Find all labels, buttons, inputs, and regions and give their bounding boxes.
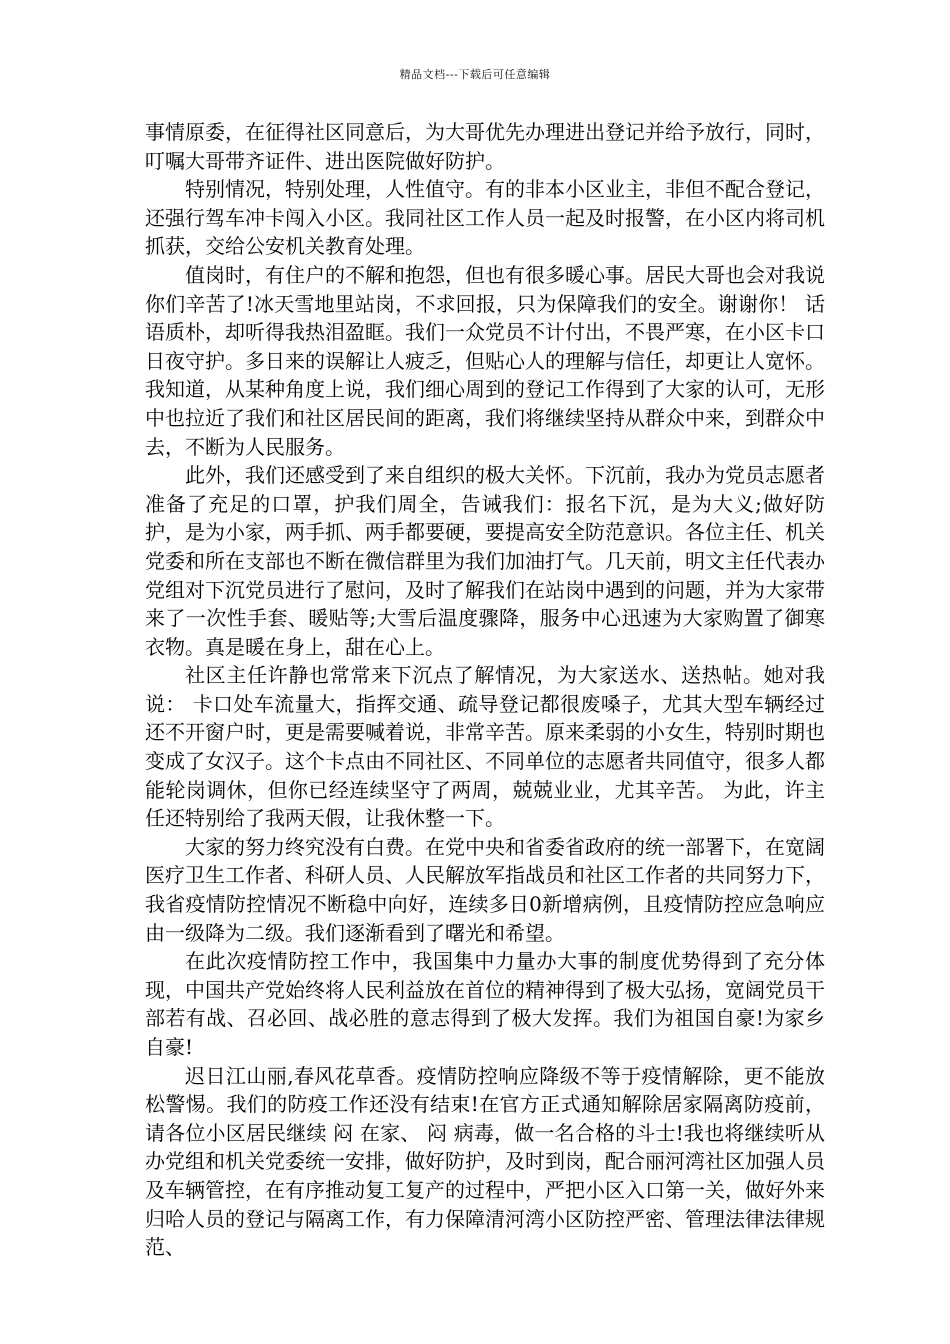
paragraph-continued: 事情原委，在征得社区同意后，为大哥优先办理进出登记并给予放行，同时，叮嘱大哥带齐证件、进出医院做好防护。 xyxy=(145,120,825,173)
page-header: 精品文档---下载后可任意编辑 xyxy=(399,68,551,81)
paragraph: 此外，我们还感受到了来自组织的极大关怀。下沉前，我办为党员志愿者准备了充足的口罩，护我们周全，告诫我们：报名下沉，是为大义;做好防护，是为小家，两手抓、两手都要硬，要提高安全防范意识。各位主任、机关党委和所在支部也不断在微信群里为我们加油打气。几天前，明文主任代表办党组对下沉党员进行了慰问，及时了解我们在站岗中遇到的问题，并为大家带来了一次性手套、暖贴等;大雪后温度骤降，服务中心迅速为大家购置了御寒衣物。真是暖在身上，甜在心上。 xyxy=(145,463,825,659)
paragraph: 大家的努力终究没有白费。在党中央和省委省政府的统一部署下，在宽阔医疗卫生工作者、科研人员、人民解放军指战员和社区工作者的共同努力下，我省疫情防控情况不断稳中向好，连续多日0新增病例，且疫情防控应急响应由一级降为二级。我们逐渐看到了曙光和希望。 xyxy=(145,834,825,945)
paragraph: 在此次疫情防控工作中，我国集中力量办大事的制度优势得到了充分体现，中国共产党始终将人民利益放在首位的精神得到了极大弘扬，宽阔党员干部若有战、召必回、战必胜的意志得到了极大发挥。我们为祖国自豪!为家乡自豪! xyxy=(145,949,825,1059)
paragraph: 特别情况，特别处理，人性值守。有的非本小区业主，非但不配合登记，还强行驾车冲卡闯入小区。我同社区工作人员一起及时报警，在小区内将司机抓获，交给公安机关教育处理。 xyxy=(145,177,825,259)
document-body xyxy=(145,118,825,1262)
paragraph: 迟日江山丽,春风花草香。疫情防控响应降级不等于疫情解除，更不能放松警惕。我们的防疫工作还没有结束!在官方正式通知解除居家隔离防疫前，请各位小区居民继续 闷 在家、 闷 病毒，做一名合格的斗士!我也将继续听从办党组和机关党委统一安排，做好防护，及时到岗，配合丽河湾社区加强人员及车辆管控，在有序推动复工复产的过程中，严把小区入口第一关，做好外来归哈人员的登记与隔离工作，有力保障清河湾小区防控严密、管理法律法律规范、 xyxy=(145,1063,825,1260)
paragraph: 社区主任许静也常常来下沉点了解情况，为大家送水、送热帖。她对我说： 卡口处车流量大，指挥交通、疏导登记都很废嗓子，尤其大型车辆经过还不开窗户时，更是需要喊着说，非常辛苦。原来柔弱的小女生，特别时期也变成了女汉子。这个卡点由不同社区、不同单位的志愿者共同值守，很多人都能轮岗调休，但你已经连续坚守了两周，兢兢业业，尤其辛苦。 为此，许主任还特别给了我两天假，让我休整一下。 xyxy=(145,663,825,831)
paragraph: 值岗时，有住户的不解和抱怨，但也有很多暖心事。居民大哥也会对我说 你们辛苦了!冰天雪地里站岗，不求回报，只为保障我们的安全。谢谢你！ 话语质朴，却听得我热泪盈眶。我们一众党员不计付出，不畏严寒，在小区卡口日夜守护。多日来的误解让人疲乏，但贴心人的理解与信任，却更让人宽怀。我知道，从某种角度上说，我们细心周到的登记工作得到了大家的认可，无形中也拉近了我们和社区居民间的距离，我们将继续坚持从群众中来，到群众中去，不断为人民服务。 xyxy=(145,262,825,459)
